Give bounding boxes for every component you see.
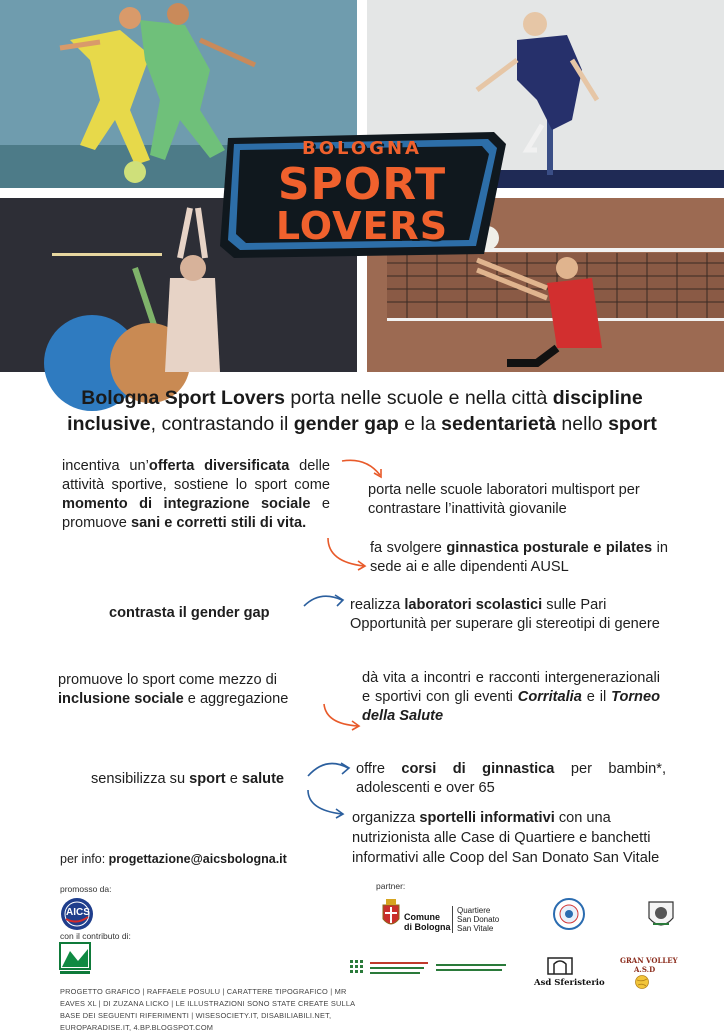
headline-bold-gender-gap: gender gap — [293, 413, 399, 435]
sferisterio-text: Asd Sferisterio — [534, 978, 605, 988]
left-4-bold-a: sport — [189, 771, 226, 787]
comune-bologna-logo — [381, 897, 401, 931]
right-5-text-a: offre — [356, 761, 402, 777]
right-6-bold: sportelli informativi — [419, 810, 555, 826]
left-block-salute — [91, 770, 321, 789]
headline-text-4: nello — [556, 413, 609, 435]
headline-bold-discipline: discipline inclusive — [67, 387, 643, 435]
info-email-link[interactable]: progettazione@aicsbologna.it — [108, 852, 287, 866]
aics-logo — [60, 897, 94, 931]
blue-arrow-icon — [302, 786, 348, 820]
servizio-sanitario-logo — [350, 958, 514, 978]
left-1-text-c: e promuove — [62, 496, 331, 531]
info-label: per info: — [60, 852, 109, 866]
left-4-text-a: sensibilizza su — [91, 771, 190, 787]
left-1-bold-c: sani e corretti stili di vita. — [130, 515, 307, 531]
aics-logo-text: AICS — [66, 907, 90, 918]
headline-bold-sport: sport — [608, 413, 657, 435]
right-4-text-a: dà vita a incontri e racconti intergenerazionali e sportivi con gli eventi — [362, 670, 660, 705]
quartiere-text — [452, 906, 499, 933]
gran-volley-text-1: GRAN VOLLEY — [620, 956, 678, 965]
quartiere-line-3: San Vitale — [457, 924, 494, 933]
orange-arrow-icon — [338, 455, 386, 481]
headline-text-3: e la — [398, 413, 442, 435]
right-5-bold: corsi di ginnastica — [401, 761, 555, 777]
blue-arrow-icon — [300, 590, 348, 612]
gran-volley-text-2: A.S.D — [634, 965, 656, 974]
right-4-corritalia: Corritalia — [517, 689, 582, 705]
sferisterio-logo — [546, 956, 574, 976]
right-block-corsi — [356, 760, 666, 798]
ausl-logo-icon — [350, 958, 514, 978]
partner-label: partner: — [376, 881, 406, 891]
regione-logo — [60, 943, 90, 975]
bologna-sport-lovers-logo — [214, 128, 510, 262]
comune-bologna-text — [404, 912, 451, 932]
left-4-bold-b: salute — [241, 771, 285, 787]
right-3-bold: laboratori scolastici — [404, 597, 543, 613]
left-3-text-a: promuove lo sport come mezzo di — [58, 672, 277, 688]
comune-line-1: Comune — [404, 912, 440, 922]
headline-text-1: porta nelle scuole e nella città — [284, 387, 553, 409]
right-6-text-b: con una nutrizionista alle Case di Quartiere e banchetti informativi alle Coop del San Donato San Vitale — [352, 810, 660, 866]
sferisterio-building-icon — [546, 956, 574, 976]
right-2-text-a: fa svolgere — [370, 540, 447, 556]
blue-arrow-icon — [304, 756, 352, 780]
right-3-text-a: realizza — [350, 597, 405, 613]
promosso-label: promosso da: — [60, 884, 112, 894]
left-1-bold-a: offerta diversificata — [148, 458, 290, 474]
info-line — [60, 850, 287, 869]
left-1-text-a: incentiva un’ — [62, 458, 149, 474]
orange-arrow-icon — [322, 534, 370, 572]
right-block-ginnastica-posturale — [370, 539, 668, 577]
atlas-shield-icon — [646, 898, 676, 932]
bologna-coat-of-arms-icon — [381, 897, 401, 931]
contributo-label: con il contributo di: — [60, 931, 131, 941]
left-block-gender-gap — [109, 604, 309, 623]
logo-line-sport: SPORT — [277, 159, 447, 210]
quartiere-line-2: San Donato — [457, 915, 500, 924]
right-block-laboratori-multisport — [368, 481, 688, 519]
atlas-logo — [646, 898, 676, 932]
right-2-text-b: in sede ai e alle dipendenti AUSL — [370, 540, 668, 575]
left-3-text-b: e aggregazione — [183, 691, 289, 707]
logo-line-bologna: BOLOGNA — [302, 138, 422, 159]
headline-text-2: , contrastando il — [150, 413, 294, 435]
headline-bold-sedentarieta: sedentarietà — [441, 413, 557, 435]
comune-line-2: di Bologna — [404, 922, 451, 932]
partner-circle-logo — [553, 898, 585, 930]
headline-brand: Bologna Sport Lovers — [81, 387, 285, 409]
right-4-text-b: e il — [581, 689, 612, 705]
left-2-bold: contrasta il gender gap — [109, 605, 270, 621]
right-1-text: porta nelle scuole laboratori multisport per contrastare l’inattività giovanile — [368, 482, 640, 517]
left-block-offerta — [62, 457, 330, 533]
sport-association-badge-icon — [553, 898, 585, 930]
right-2-bold: ginnastica posturale e pilates — [446, 540, 653, 556]
left-1-text-b: delle attività sportive, sostiene lo sport come — [62, 458, 330, 493]
regione-emilia-romagna-icon — [60, 943, 90, 975]
left-1-bold-b: momento di integrazione sociale — [62, 496, 311, 512]
logo-line-lovers: LOVERS — [275, 204, 449, 248]
left-4-text-b: e — [225, 771, 242, 787]
right-block-sportelli — [352, 808, 672, 868]
credits-text: PROGETTO GRAFICO | RAFFAELE POSULU | CARATTERE TIPOGRAFICO | MR EAVES XL | DI ZUZANA LICKO | LE ILLUSTRAZIONI SONO STATE CREATE SULLA BASE DEI SEGUENTI RIFERIMENTI | WISESOCIETY.IT, DISABILIABILI.NET, EUROPARADISE.IT, 4.BP.BLOGSPOT.COM — [60, 987, 355, 1032]
left-3-bold: inclusione sociale — [58, 691, 184, 707]
gran-volley-logo — [635, 975, 649, 989]
headline — [40, 385, 684, 437]
volleyball-icon — [635, 975, 649, 989]
left-block-inclusione — [58, 671, 330, 709]
right-6-text-a: organizza — [352, 810, 420, 826]
right-4-torneo: Torneo della Salute — [362, 689, 660, 724]
right-3-text-b: sulle Pari Opportunità per superare gli stereotipi di genere — [350, 597, 660, 632]
right-block-incontri — [362, 669, 660, 726]
right-5-text-b: per bambin*, adolescenti e over 65 — [356, 761, 666, 796]
orange-arrow-icon — [318, 700, 364, 734]
quartiere-line-1: Quartiere — [457, 906, 491, 915]
right-block-laboratori-scolastici — [350, 596, 662, 634]
